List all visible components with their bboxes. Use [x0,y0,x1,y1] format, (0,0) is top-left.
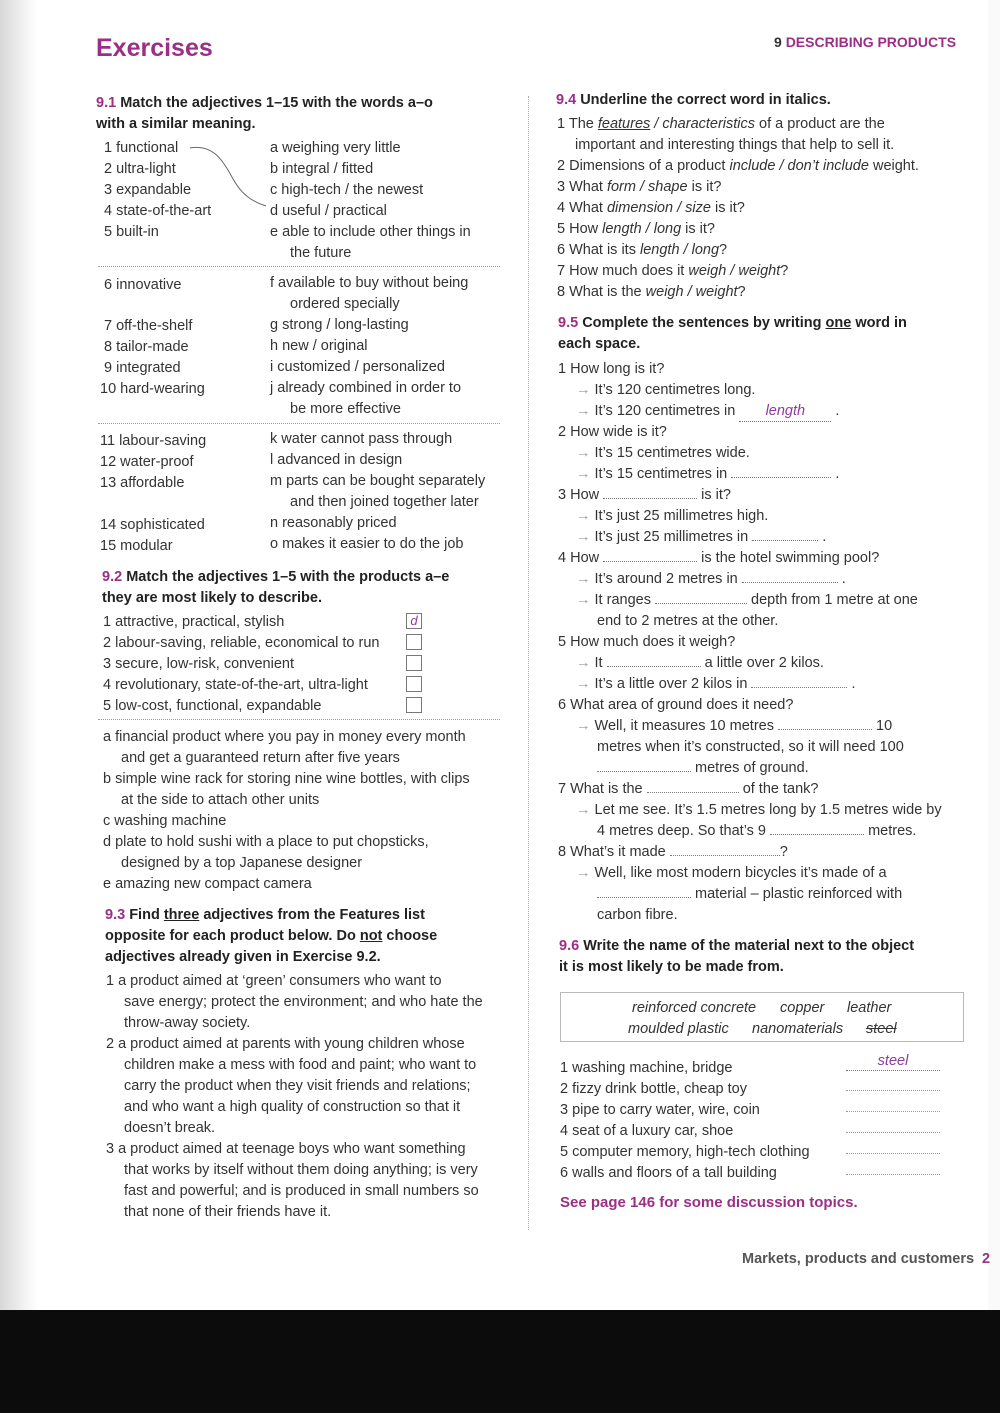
ex91-def-a: a weighing very little [270,140,401,156]
page-binding-shadow [0,0,38,1320]
ex93-heading [105,905,437,968]
unit-title: DESCRIBING PRODUCTS [785,34,957,50]
divider [98,719,500,720]
ex92-product-a-cont: and get a guaranteed return after five years [121,750,400,766]
ex92-item-1: 1 attractive, practical, stylish [103,614,285,630]
material-option: moulded plastic [628,1021,729,1037]
ex95-line [558,548,879,568]
ex91-item-9: 9 integrated [104,360,181,376]
option-text: include / don’t include [729,158,869,174]
answer-text: . [851,676,856,692]
answer-text: It’s a little over 2 kilos in [594,676,748,692]
material-option: leather [847,1000,892,1016]
ex91-item-6: 6 innovative [104,277,182,293]
arrow-icon: → [576,718,591,734]
arrow-icon: → [576,466,591,482]
answer-blank[interactable] [655,591,747,604]
ex94-question-1 [557,114,885,134]
ex91-heading [96,93,433,135]
answer-blank[interactable] [597,759,691,772]
ex95-heading-text: Complete the sentences by writing [582,315,826,331]
answer-text: It’s 120 centimetres in [594,403,736,419]
ex91-def-m: m parts can be bought separately [270,473,486,489]
example-match-line [188,140,270,216]
question-text: 7 How much does it [557,263,689,279]
ex95-line: metres when it’s constructed, so it will need 100 [597,739,904,755]
ex94-question-6 [557,240,727,260]
ex94-heading [556,90,831,111]
question-text: 3 What [557,179,607,195]
ex91-def-k: k water cannot pass through [270,431,453,447]
question-text: of a product are the [755,116,885,132]
ex96-item-2: 2 fizzy drink bottle, cheap toy [560,1081,747,1097]
ex95-line [576,464,839,484]
ex92-item-5: 5 low-cost, functional, expandable [103,698,322,714]
ex92-number: 9.2 [102,569,123,585]
divider [98,423,500,424]
answer-blank[interactable] [778,717,872,730]
question-text: is it? [701,487,731,503]
ex93-line: save energy; protect the environment; and who hate the [124,994,483,1010]
ex91-item-5: 5 built-in [104,224,159,240]
ex91-item-4: 4 state-of-the-art [104,203,212,219]
divider [98,266,500,267]
ex91-item-2: 2 ultra-light [104,161,176,177]
ex93-line: 2 a product aimed at parents with young children whose [106,1036,465,1052]
ex91-def-e: e able to include other things in [270,224,471,240]
ex93-line: fast and powerful; and is produced in small numbers so [124,1183,479,1199]
ex92-product-b: b simple wine rack for storing nine wine bottles, with clips [103,771,470,787]
ex91-def-o: o makes it easier to do the job [270,536,464,552]
ex92-product-c: c washing machine [103,813,227,829]
ex91-def-l: l advanced in design [270,452,403,468]
answer-text: depth from 1 metre at one [751,592,918,608]
answer-blank[interactable] [670,843,780,856]
answer-text: 4 metres deep. So that’s 9 [597,823,767,839]
ex95-line [576,380,755,400]
answer-blank[interactable] [770,822,864,835]
ex93-heading-underline: not [359,928,383,944]
ex96-heading-line1: Write the name of the material next to the object [583,938,915,954]
answer-text: metres. [868,823,917,839]
arrow-icon: → [576,382,591,398]
answer-blank[interactable] [597,885,691,898]
ex93-heading-text: adjectives from the Features list [199,907,425,923]
ex93-number: 9.3 [105,907,126,923]
ex96-item-1: 1 washing machine, bridge [560,1060,733,1076]
ex95-line [597,758,809,778]
answer-blank[interactable] [731,465,831,478]
ex95-line [576,716,892,736]
question-text: of the tank? [742,781,819,797]
question-text: is it? [710,200,745,216]
answer-blank[interactable] [603,549,697,562]
ex95-line [576,443,750,463]
ex91-def-h: h new / original [270,338,368,354]
ex96-item-6: 6 walls and floors of a tall building [560,1165,777,1181]
arrow-icon: → [576,802,591,818]
ex92-heading [102,567,449,609]
ex95-line [558,485,731,505]
answer-text: material – plastic reinforced with [695,886,903,902]
answer-text: . [835,466,840,482]
answer-blank[interactable] [752,528,818,541]
answer-text: . [835,403,840,419]
unit-header [774,34,956,50]
arrow-icon: → [576,592,591,608]
material-option-used: steel [866,1021,897,1037]
ex95-heading-text: word in [851,315,907,331]
answer-text: Well, it measures 10 metres [594,718,774,734]
option-text: characteristics [662,116,756,132]
unit-number: 9 [774,34,782,50]
answer-text: It’s 15 centimetres wide. [594,445,750,461]
option-text: length / long [602,221,682,237]
ex95-line [576,506,768,526]
ex91-heading-line2: with a similar meaning. [96,116,256,132]
ex93-line: that none of their friends have it. [124,1204,332,1220]
ex93-line: 1 a product aimed at ‘green’ consumers who want to [106,973,442,989]
question-text: 8 What’s it made [558,844,666,860]
ex95-heading-text: each space. [558,336,641,352]
ex95-line [576,401,839,422]
question-text: 5 How [557,221,603,237]
ex96-answer-6[interactable] [846,1174,940,1175]
question-text: ? [780,263,789,279]
arrow-icon: → [576,445,591,461]
answer-box-3[interactable] [406,655,422,671]
ex92-heading-line1: Match the adjectives 1–5 with the products a–e [126,569,450,585]
ex94-question-5 [557,219,715,239]
question-text: is it? [687,179,722,195]
answer-blank[interactable] [603,486,697,499]
answer-text: a little over 2 kilos. [704,655,824,671]
page-right-edge [988,0,1000,1310]
ex92-item-2: 2 labour-saving, reliable, economical to run [103,635,380,651]
answer-text: It’s just 25 millimetres high. [594,508,769,524]
ex92-item-4: 4 revolutionary, state-of-the-art, ultra-light [103,677,368,693]
ex91-def-f: f available to buy without being [270,275,469,291]
ex95-line [576,590,918,610]
ex91-def-i: i customized / personalized [270,359,445,375]
ex94-number: 9.4 [556,92,577,108]
ex93-line: children make a mess with food and paint; who want to [124,1057,477,1073]
ex96-answer-1[interactable]: steel [846,1053,940,1071]
ex95-line: carbon fibre. [597,907,678,923]
ex93-line: and who want a high quality of construction so that it [124,1099,461,1115]
ex94-question-8 [557,282,746,302]
ex94-question-2 [557,156,919,176]
material-option: reinforced concrete [632,1000,757,1016]
arrow-icon: → [576,571,591,587]
ex93-heading-underline: three [163,907,200,923]
ex96-answer-3[interactable] [846,1111,940,1112]
ex91-heading-line1: Match the adjectives 1–15 with the words a–o [120,95,433,111]
option-text: length / long [640,242,720,258]
ex96-answer-2[interactable] [846,1090,940,1091]
ex91-item-14: 14 sophisticated [100,517,205,533]
ex96-number: 9.6 [559,938,580,954]
ex93-line: that works by itself without them doing anything; is very [124,1162,478,1178]
answer-box-4[interactable] [406,676,422,692]
arrow-icon: → [576,529,591,545]
ex94-heading-text: Underline the correct word in italics. [580,92,831,108]
underlined-answer: features [597,116,651,132]
answer-text: It’s 15 centimetres in [594,466,728,482]
ex91-def-b: b integral / fitted [270,161,374,177]
ex93-line: 3 a product aimed at teenage boys who want something [106,1141,466,1157]
page-footer: Markets, products and customers [742,1251,975,1267]
ex91-def-j: j already combined in order to [270,380,462,396]
discussion-link[interactable]: See page 146 for some discussion topics. [560,1194,858,1211]
arrow-icon: → [576,403,591,419]
arrow-icon: → [576,508,591,524]
ex91-def-d: d useful / practical [270,203,387,219]
material-option: nanomaterials [752,1021,844,1037]
ex91-def-c: c high-tech / the newest [270,182,424,198]
ex91-item-7: 7 off-the-shelf [104,318,193,334]
arrow-icon: → [576,676,591,692]
question-text: 2 Dimensions of a product [557,158,730,174]
answer-blank[interactable] [742,570,838,583]
ex94-question-4 [557,198,745,218]
question-text: is the hotel swimming pool? [701,550,880,566]
ex96-item-4: 4 seat of a luxury car, shoe [560,1123,734,1139]
ex93-heading-text: opposite for each product below. Do [105,928,360,944]
ex95-heading [558,313,907,355]
ex95-heading-underline: one [825,315,852,331]
answer-text: Well, like most modern bicycles it’s made of a [594,865,887,881]
question-text: ? [779,844,788,860]
ex92-heading-line2: they are most likely to describe. [102,590,323,606]
question-text: 1 The [557,116,598,132]
answer-box-1[interactable]: d [406,613,422,629]
ex94-question-1-cont: important and interesting things that help to sell it. [575,137,895,153]
ex91-def-e-cont: the future [290,245,352,261]
answer-blank[interactable] [751,675,847,688]
ex95-line: 2 How wide is it? [558,424,667,440]
ex91-item-12: 12 water-proof [100,454,194,470]
answer-text: Let me see. It’s 1.5 metres long by 1.5 metres wide by [594,802,942,818]
ex91-item-10: 10 hard-wearing [100,381,205,397]
answer-text: 10 [876,718,893,734]
ex95-line [576,800,942,820]
ex95-line: 6 What area of ground does it need? [558,697,794,713]
ex91-item-13: 13 affordable [100,475,185,491]
page-title: Exercises [96,34,213,62]
answer-text: It’s just 25 millimetres in [594,529,749,545]
ex91-item-1: 1 functional [104,140,179,156]
arrow-icon: → [576,655,591,671]
ex96-item-3: 3 pipe to carry water, wire, coin [560,1102,760,1118]
ex91-item-8: 8 tailor-made [104,339,189,355]
answer-text: It [594,655,603,671]
ex95-line [576,569,846,589]
answer-box-2[interactable] [406,634,422,650]
ex96-answer-4[interactable] [846,1132,940,1133]
ex93-heading-text: choose [382,928,438,944]
answer-blank[interactable]: length [739,401,831,422]
answer-text: It’s around 2 metres in [594,571,738,587]
arrow-icon: → [576,865,591,881]
ex95-line: 5 How much does it weigh? [558,634,736,650]
question-text: 8 What is the [557,284,646,300]
ex91-def-m-cont: and then joined together later [290,494,479,510]
option-text: weigh / weight [688,263,781,279]
ex95-line [597,821,916,841]
option-text: form / shape [606,179,688,195]
ex91-item-3: 3 expandable [104,182,192,198]
ex95-line [576,653,824,673]
ex91-def-g: g strong / long-lasting [270,317,409,333]
ex95-line: 1 How long is it? [558,361,665,377]
answer-text: . [841,571,846,587]
ex95-line [576,527,826,547]
answer-text: . [822,529,827,545]
answer-text: It ranges [594,592,651,608]
ex95-line [576,863,887,883]
ex93-heading-text: adjectives already given in Exercise 9.2. [105,949,381,965]
scan-bottom-band [0,1310,1000,1413]
question-text: 4 How [558,550,600,566]
ex95-line [558,779,818,799]
answer-box-5[interactable] [406,697,422,713]
ex96-heading-line2: it is most likely to be made from. [559,959,784,975]
option-text: weigh / weight [645,284,738,300]
answer-blank[interactable] [647,780,739,793]
ex91-def-f-cont: ordered specially [290,296,400,312]
ex96-answer-5[interactable] [846,1153,940,1154]
ex92-product-a: a financial product where you pay in money every month [103,729,466,745]
ex94-question-7 [557,261,788,281]
ex93-line: doesn’t break. [124,1120,216,1136]
page-number: 2 [982,1251,991,1267]
option-text: dimension / size [606,200,711,216]
ex92-product-b-cont: at the side to attach other units [121,792,320,808]
ex95-line [576,674,855,694]
ex91-def-n: n reasonably priced [270,515,397,531]
ex93-line: throw-away society. [124,1015,251,1031]
question-text: 4 What [557,200,607,216]
ex96-heading [559,936,914,978]
ex91-number: 9.1 [96,95,117,111]
material-option: copper [780,1000,825,1016]
question-text: weight. [868,158,919,174]
answer-text: metres of ground. [695,760,809,776]
ex92-product-e: e amazing new compact camera [103,876,312,892]
question-text: 3 How [558,487,600,503]
ex92-item-3: 3 secure, low-risk, convenient [103,656,294,672]
question-text: is it? [681,221,715,237]
question-text: ? [719,242,728,258]
question-text: 6 What is its [557,242,640,258]
ex93-heading-text: Find [129,907,164,923]
answer-blank[interactable] [607,654,701,667]
ex91-def-j-cont: be more effective [290,401,401,417]
ex92-product-d-cont: designed by a top Japanese designer [121,855,363,871]
ex95-line: end to 2 metres at the other. [597,613,779,629]
option-separator: / [650,116,663,132]
question-text: ? [737,284,746,300]
ex91-item-11: 11 labour-saving [100,433,207,449]
ex95-line [558,842,788,862]
ex95-number: 9.5 [558,315,579,331]
column-divider [528,96,530,1230]
ex96-item-5: 5 computer memory, high-tech clothing [560,1144,810,1160]
answer-text: It’s 120 centimetres long. [594,382,756,398]
ex91-item-15: 15 modular [100,538,173,554]
ex95-line [597,884,902,904]
ex92-product-d: d plate to hold sushi with a place to put chopsticks, [103,834,429,850]
ex94-question-3 [557,177,721,197]
ex93-line: carry the product when they visit friends and relations; [124,1078,471,1094]
question-text: 7 What is the [558,781,643,797]
